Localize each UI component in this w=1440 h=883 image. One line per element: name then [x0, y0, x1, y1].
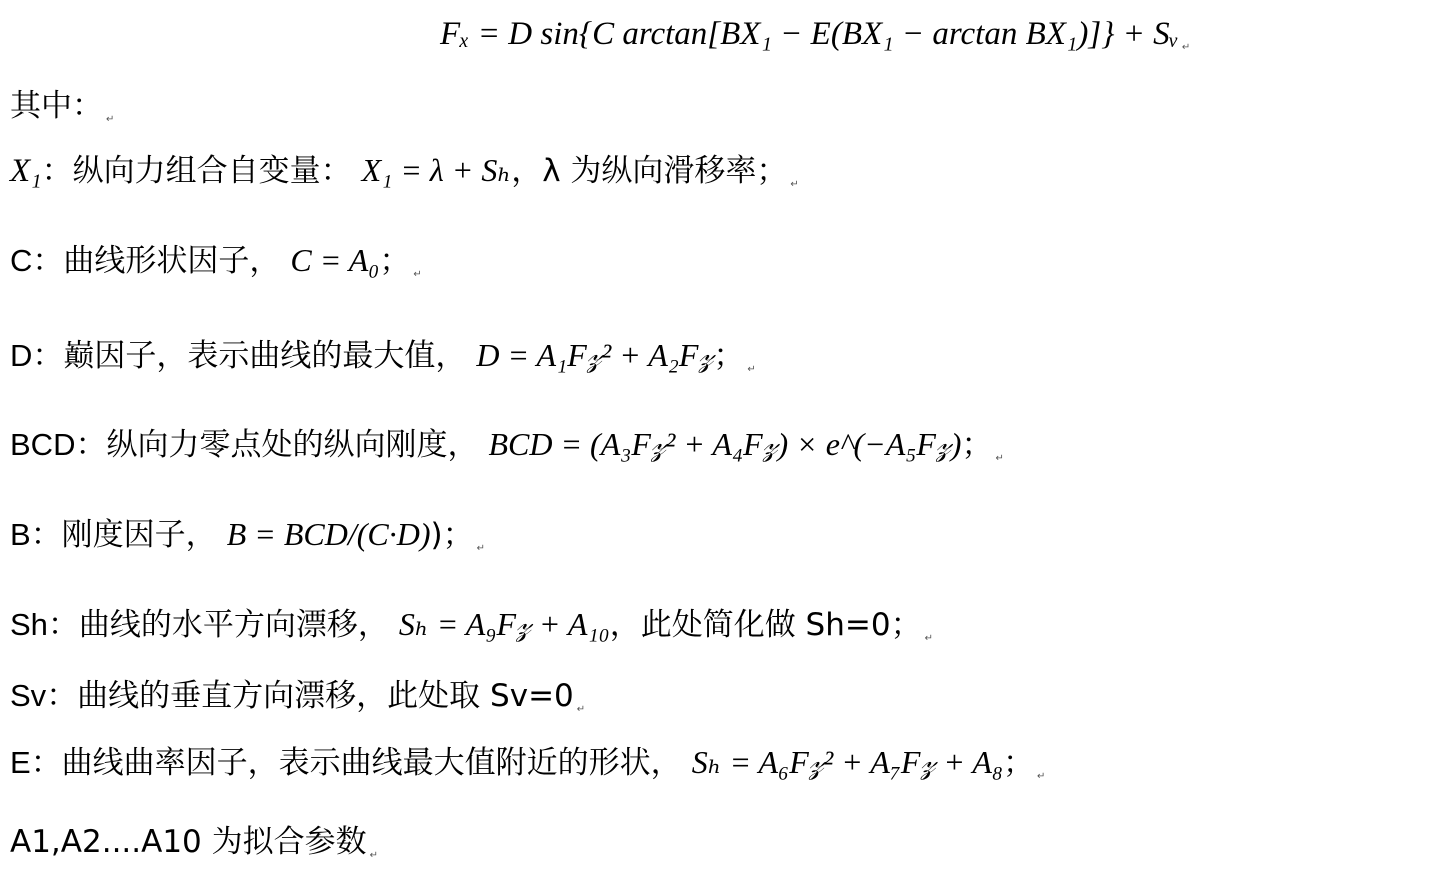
footer-line [10, 822, 378, 862]
intro-text: 其中： [10, 88, 103, 124]
definition-sv [10, 676, 585, 716]
paragraph-mark-icon: ↵ [476, 543, 485, 554]
main-formula: Fₓ = D sin{C arctan[BX₁ − E(BX₁ − arctan BX₁)]} + Sᵥ [440, 16, 1179, 52]
paragraph-mark-icon: ↵ [1181, 42, 1191, 53]
definition-formula: C = A₀ [290, 242, 380, 278]
definition-label: D [10, 338, 33, 373]
definition-formula: BCD = (A₃F𝓏² + A₄F𝓏) × e^(−A₅F𝓏) [488, 426, 962, 462]
definition-formula: X₁ = λ + Sₕ [361, 152, 512, 188]
paragraph-mark-icon: ↵ [1037, 771, 1046, 782]
definition-d [10, 335, 756, 375]
definition-suffix: ； [713, 338, 745, 374]
paragraph-mark-icon: ↵ [369, 850, 379, 861]
definition-label: BCD [10, 427, 76, 462]
footer-text: A1,A2....A10 为拟合参数 [10, 824, 367, 860]
definition-bcd [10, 424, 1004, 464]
definition-suffix: ； [1003, 745, 1035, 781]
definition-text: ：曲线的垂直方向漂移，此处取 Sv=0 [46, 678, 574, 714]
definition-suffix: ，λ 为纵向滑移率； [511, 153, 788, 189]
definition-suffix: )； [430, 517, 474, 553]
definition-formula: B = BCD/(C·D) [226, 516, 431, 552]
definition-x1 [10, 150, 799, 190]
definition-e [10, 742, 1045, 782]
definition-formula: D = A₁F𝓏² + A₂F𝓏 [476, 337, 714, 373]
definition-label: B [10, 517, 31, 552]
paragraph-mark-icon: ↵ [576, 704, 586, 715]
definition-suffix: ，此处简化做 Sh=0； [609, 607, 922, 643]
paragraph-mark-icon: ↵ [995, 453, 1004, 464]
definition-label: E [10, 745, 31, 780]
definition-text: ：纵向力组合自变量： [41, 153, 352, 189]
definition-formula: Sₕ = A₉F𝓏 + A₁₀ [398, 606, 610, 642]
definition-c [10, 240, 422, 280]
paragraph-mark-icon: ↵ [790, 179, 799, 190]
paragraph-mark-icon: ↵ [106, 114, 115, 125]
definition-text: ：曲线的水平方向漂移， [47, 607, 389, 643]
definition-formula: Sₕ = A₆F𝓏² + A₇F𝓏 + A₈ [691, 744, 1004, 780]
definition-text: ：曲线形状因子， [32, 243, 281, 279]
definition-suffix: ； [961, 427, 993, 463]
paragraph-mark-icon: ↵ [413, 269, 422, 280]
paragraph-mark-icon: ↵ [924, 633, 933, 644]
definition-text: ：纵向力零点处的纵向刚度， [75, 427, 479, 463]
main-formula-line [440, 14, 1190, 54]
definition-label: X₁ [10, 153, 42, 189]
definition-suffix: ； [379, 243, 411, 279]
intro-line [10, 86, 114, 126]
definition-label: Sv [10, 678, 47, 713]
definition-label: Sh [10, 607, 48, 642]
definition-b [10, 514, 485, 554]
definition-text: ：刚度因子， [30, 517, 217, 553]
definition-text: ：巅因子，表示曲线的最大值， [32, 338, 467, 374]
definition-label: C [10, 243, 33, 278]
definition-text: ：曲线曲率因子，表示曲线最大值附近的形状， [30, 745, 682, 781]
definition-sh [10, 604, 933, 644]
paragraph-mark-icon: ↵ [747, 364, 756, 375]
